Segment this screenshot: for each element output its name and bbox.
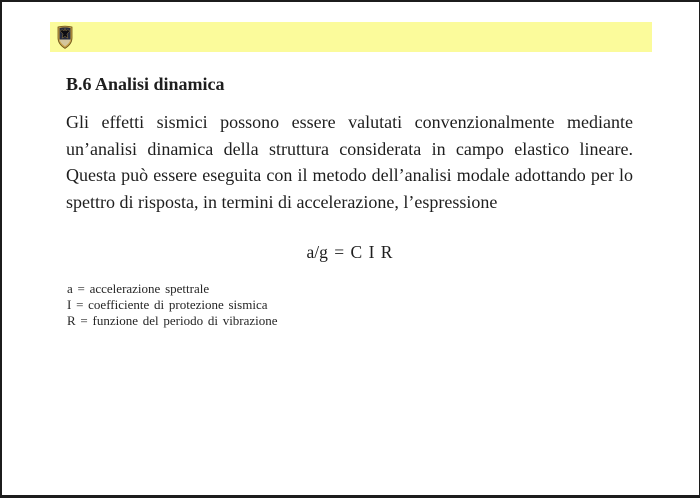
page-header-banner [50,22,652,52]
body-paragraph: Gli effetti sismici possono essere valutati convenzionalmente mediante un’analisi dinamica della struttura considerata in campo elastico lineare. Questa può essere eseguita con il metodo dell’analisi modale adottando per lo spettro di risposta, in termini di accelerazione, l’espressione [66,112,633,212]
definition-a: a = accelerazione spettrale [67,281,210,296]
section-heading: B.6 Analisi dinamica [66,74,225,94]
definition-i: I = coefficiente di protezione sismica [67,297,268,313]
symbol-definitions-list [67,281,278,330]
formula-expression: a/g = C I R [306,242,393,262]
eagle-shield-emblem-icon [57,25,73,49]
definition-r: R = funzione del periodo di vibrazione [67,313,278,329]
